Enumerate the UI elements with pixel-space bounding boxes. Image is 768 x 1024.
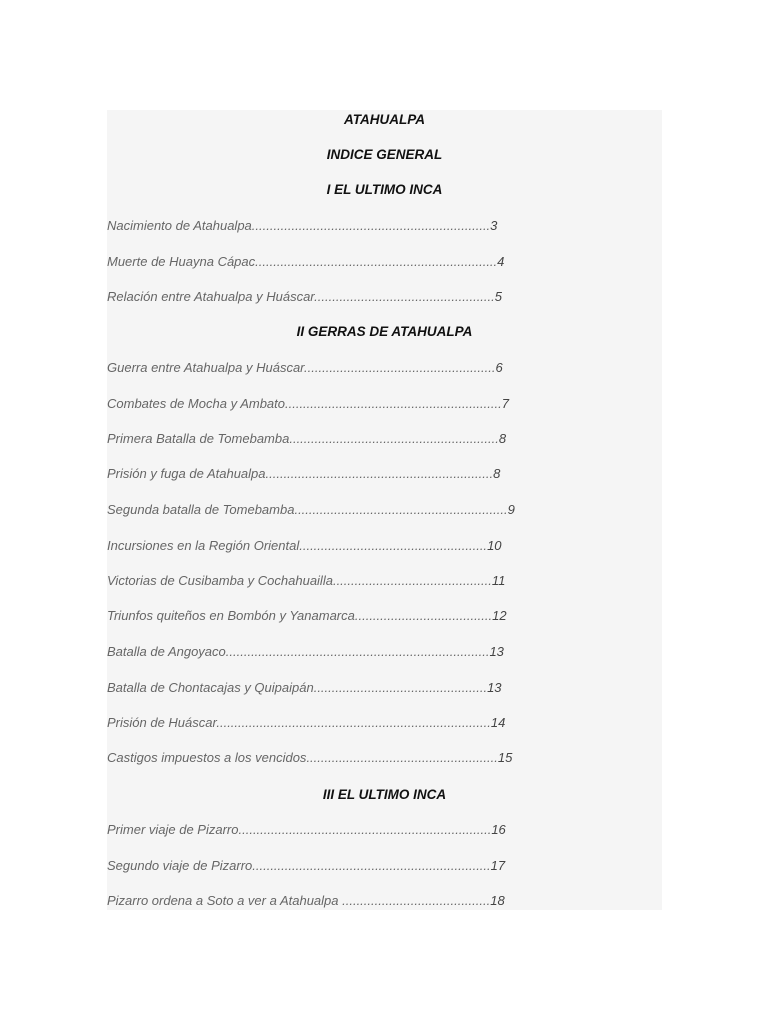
toc-entry-page: 16 <box>491 822 506 837</box>
toc-entry-page: 17 <box>490 858 506 873</box>
section-heading: II GERRAS DE ATAHUALPA <box>296 324 473 339</box>
toc-entry-text: Batalla de Angoyaco <box>107 644 226 659</box>
toc-entry-page: 8 <box>493 466 501 481</box>
toc-entry-dots: ............................................ <box>332 573 492 588</box>
toc-entry-page: 13 <box>489 644 504 659</box>
toc-entry[interactable] <box>107 892 505 910</box>
toc-entry[interactable] <box>107 501 515 519</box>
toc-entry-text: Triunfos quiteños en Bombón y Yanamarca <box>107 608 355 623</box>
toc-entry-dots: ................................................................... <box>255 254 498 269</box>
toc-entry-dots: .................................................................. <box>251 218 491 233</box>
toc-entry-text: Incursiones en la Región Oriental <box>107 538 300 553</box>
toc-entry-dots: .................................................................. <box>252 858 491 873</box>
toc-entry-page: 4 <box>497 254 505 269</box>
toc-entry-page: 7 <box>501 396 509 411</box>
toc-entry[interactable] <box>107 714 505 732</box>
toc-entry-page: 6 <box>495 360 503 375</box>
toc-entry[interactable] <box>107 679 502 697</box>
toc-entry[interactable] <box>107 359 503 377</box>
toc-entry[interactable] <box>107 465 500 483</box>
toc-entry-text: Segunda batalla de Tomebamba <box>107 502 295 517</box>
toc-entry-dots: ............................................................ <box>285 396 502 411</box>
toc-entry-dots: ............................................................... <box>265 466 494 481</box>
toc-entry[interactable] <box>107 217 497 235</box>
toc-entry-dots: ......................................... <box>342 893 491 908</box>
toc-entry-dots: ................................................ <box>313 680 488 695</box>
toc-entry[interactable] <box>107 572 505 590</box>
toc-entry[interactable] <box>107 749 512 767</box>
section-heading: I EL ULTIMO INCA <box>326 182 443 197</box>
toc-entry-dots: ...................................... <box>354 608 493 623</box>
toc-entry-text: Segundo viaje de Pizarro <box>107 858 253 873</box>
toc-entry-text: Prisión y fuga de Atahualpa <box>107 466 266 481</box>
toc-entry[interactable] <box>107 288 502 306</box>
toc-entry[interactable] <box>107 253 504 271</box>
toc-entry[interactable] <box>107 430 506 448</box>
toc-entry[interactable] <box>107 821 506 839</box>
toc-entry-dots: ..................................................... <box>306 750 498 765</box>
index-subtitle: INDICE GENERAL <box>326 147 443 162</box>
toc-entry-page: 10 <box>487 538 502 553</box>
toc-entry-text: Nacimiento de Atahualpa <box>107 218 252 233</box>
toc-entry-page: 15 <box>497 750 513 765</box>
document-title: ATAHUALPA <box>344 112 425 127</box>
toc-entry-page: 5 <box>494 289 502 304</box>
toc-entry-text: Combates de Mocha y Ambato <box>107 396 285 411</box>
toc-entry-page: 3 <box>490 218 498 233</box>
toc-entry[interactable] <box>107 395 509 413</box>
toc-entry-text: Primer viaje de Pizarro <box>107 822 239 837</box>
toc-entry-page: 13 <box>487 680 502 695</box>
toc-entry-dots: ............................................................................ <box>216 715 491 730</box>
toc-entry-page: 14 <box>490 715 506 730</box>
toc-entry-text: Prisión de Huáscar <box>107 715 217 730</box>
document-page <box>107 110 662 910</box>
toc-entry-text: Castigos impuestos a los vencidos <box>107 750 307 765</box>
toc-entry-text: Primera Batalla de Tomebamba <box>107 431 290 446</box>
toc-entry-text: Muerte de Huayna Cápac <box>107 254 256 269</box>
toc-entry-dots: ..................................................... <box>304 360 496 375</box>
toc-entry[interactable] <box>107 537 502 555</box>
toc-entry-page: 9 <box>507 502 515 517</box>
toc-entry-page: 8 <box>498 431 507 446</box>
toc-entry-page: 18 <box>490 893 505 908</box>
toc-entry[interactable] <box>107 857 505 875</box>
toc-entry-page: 11 <box>491 573 506 588</box>
toc-entry-dots: .................................................... <box>299 538 488 553</box>
toc-entry-text: Relación entre Atahualpa y Huáscar <box>107 289 315 304</box>
toc-entry-dots: ...................................................................... <box>238 822 492 837</box>
toc-entry-page: 12 <box>492 608 507 623</box>
toc-entry-dots: ........................................................... <box>294 502 508 517</box>
toc-entry[interactable] <box>107 607 507 625</box>
section-heading: III EL ULTIMO INCA <box>322 787 447 802</box>
toc-entry[interactable] <box>107 643 504 661</box>
toc-entry-text: Victorias de Cusibamba y Cochahuailla <box>107 573 333 588</box>
toc-entry-text: Pizarro ordena a Soto a ver a Atahualpa <box>107 893 343 908</box>
toc-entry-text: Batalla de Chontacajas y Quipaipán <box>107 680 314 695</box>
toc-entry-dots: .......................................................... <box>289 431 499 446</box>
toc-entry-dots: .................................................. <box>314 289 495 304</box>
toc-entry-dots: ......................................................................... <box>225 644 490 659</box>
toc-entry-text: Guerra entre Atahualpa y Huáscar <box>107 360 305 375</box>
